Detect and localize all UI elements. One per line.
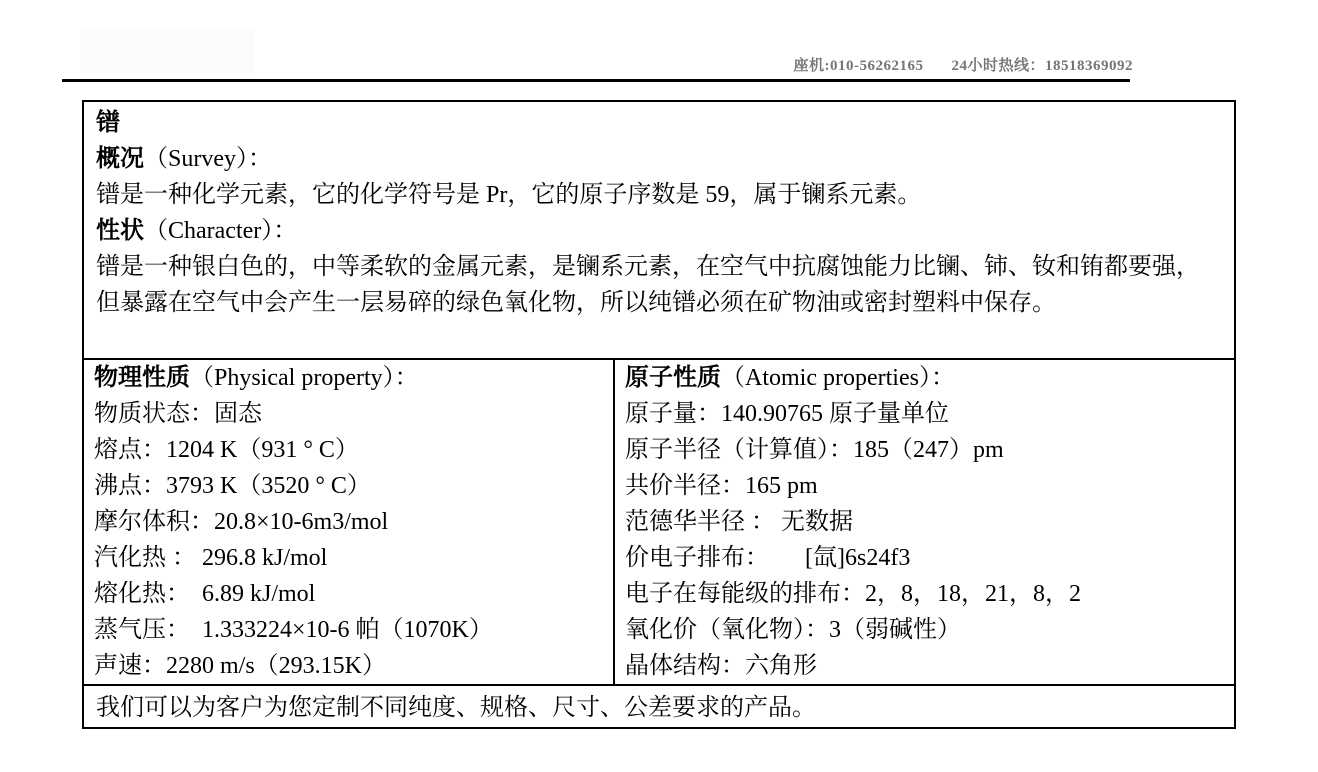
customization-note: 我们可以为客户为您定制不同纯度、规格、尺寸、公差要求的产品。 [84, 684, 1234, 729]
content-box [82, 100, 1236, 729]
property-row: 原子量：140.90765 原子量单位 [625, 401, 949, 427]
property-row: 摩尔体积：20.8×10-6m3/mol [94, 509, 389, 535]
property-row: 熔点：1204 K（931 ° C） [94, 437, 359, 463]
physical-heading-label: 物理性质 [94, 365, 190, 391]
property-row: 汽化热 ： 296.8 kJ/mol [94, 545, 328, 571]
physical-properties-heading [94, 360, 603, 396]
property-row: 熔化热： 6.89 kJ/mol [94, 581, 316, 607]
property-row: 声速：2280 m/s（293.15K） [94, 653, 387, 679]
physical-properties-column [84, 360, 615, 684]
atomic-heading-label: 原子性质 [625, 365, 721, 391]
contact-info [793, 54, 1133, 75]
property-row: 原子半径（计算值）：185（247）pm [625, 437, 1004, 463]
landline-number: 座机:010-56262165 [793, 58, 924, 74]
properties-table [84, 358, 1234, 684]
property-row: 价电子排布： [氙]6s24f3 [625, 545, 911, 571]
header-divider [62, 79, 1130, 82]
site-header [0, 0, 1318, 82]
character-heading-label: 性状 [96, 218, 144, 244]
property-row: 氧化价（氧化物）：3（弱碱性） [625, 617, 961, 643]
property-row: 电子在每能级的排布：2，8，18，21，8，2 [625, 581, 1081, 607]
survey-text: 镨是一种化学元素，它的化学符号是 Pr，它的原子序数是 59，属于镧系元素。 [96, 182, 922, 208]
property-row: 物质状态：固态 [94, 401, 262, 427]
character-heading [96, 213, 1222, 249]
company-logo [80, 28, 255, 74]
atomic-properties-heading [625, 360, 1224, 396]
survey-heading-label: 概况 [96, 146, 144, 172]
atomic-properties-column [615, 360, 1234, 684]
element-intro-section [84, 102, 1234, 358]
property-row: 沸点：3793 K（3520 ° C） [94, 473, 371, 499]
property-row: 晶体结构：六角形 [625, 653, 817, 679]
character-heading-en: （Character）： [144, 218, 298, 244]
property-row: 蒸气压： 1.333224×10-6 帕（1070K） [94, 617, 493, 643]
element-title: 镨 [96, 110, 120, 136]
survey-heading-en: （Survey）： [144, 146, 272, 172]
physical-heading-en: （Physical property）： [190, 365, 419, 391]
atomic-heading-en: （Atomic properties）： [721, 365, 955, 391]
property-row: 共价半径：165 pm [625, 473, 818, 499]
survey-heading [96, 141, 1222, 177]
character-text: 镨是一种银白色的，中等柔软的金属元素，是镧系元素，在空气中抗腐蚀能力比镧、铈、钕和铕都要强，但暴露在空气中会产生一层易碎的绿色氧化物，所以纯镨必须在矿物油或密封塑料中保存。 [96, 254, 1200, 316]
property-row: 范德华半径 ： 无数据 [625, 509, 853, 535]
hotline-number: 24小时热线：18518369092 [951, 58, 1133, 74]
